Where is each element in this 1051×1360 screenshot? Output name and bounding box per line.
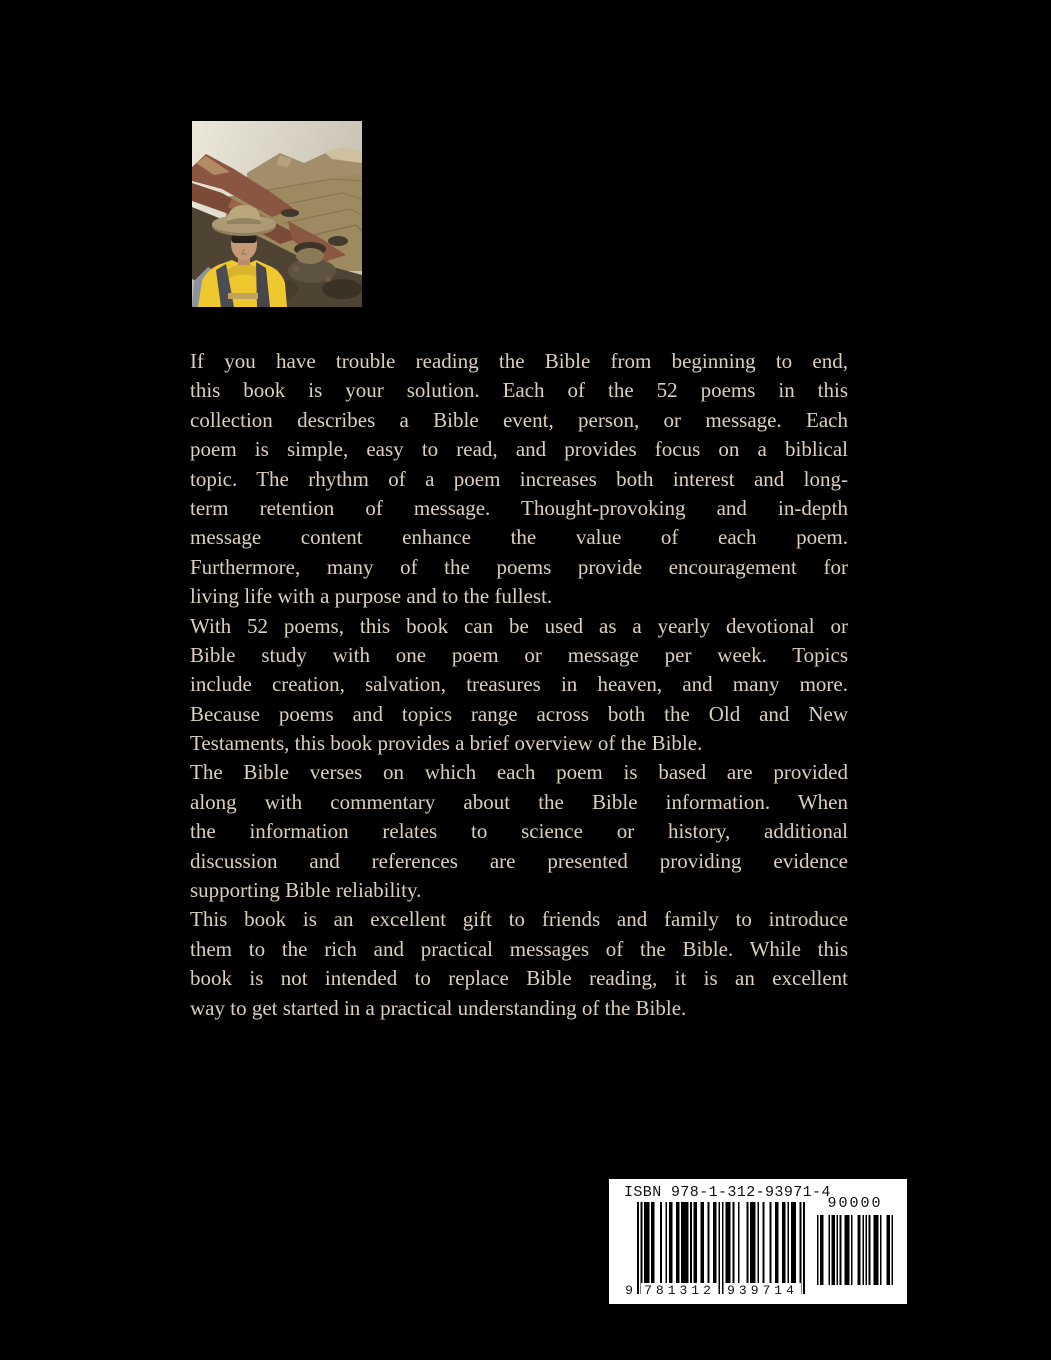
synopsis-line: This book is an excellent gift to friends and family to introduce: [190, 907, 848, 932]
synopsis-text: [190, 347, 848, 1023]
synopsis-line: discussion and references are presented providing evidence: [190, 848, 848, 873]
synopsis-line: living life with a purpose and to the fullest.: [190, 584, 553, 609]
synopsis-line: the information relates to science or history, additional: [190, 819, 848, 844]
isbn-barcode-box: [609, 1179, 907, 1304]
ean13-digits-left: 781312: [641, 1283, 718, 1298]
ean13-bars: [637, 1202, 805, 1294]
ean13-digits-right: 939714: [724, 1283, 801, 1298]
synopsis-paragraph: [190, 612, 848, 759]
synopsis-line: along with commentary about the Bible information. When: [190, 789, 848, 814]
author-photo: [192, 121, 362, 307]
ean5-addon-barcode: [815, 1195, 895, 1285]
synopsis-line: supporting Bible reliability.: [190, 878, 422, 903]
synopsis-line: term retention of message. Thought-provoking and in-depth: [190, 495, 848, 520]
synopsis-line: If you have trouble reading the Bible from beginning to end,: [190, 349, 848, 373]
ean13-digit-lead: 9: [623, 1283, 635, 1298]
author-photo-illustration: [192, 121, 362, 307]
synopsis-line: message content enhance the value of each poem.: [190, 525, 848, 550]
synopsis-paragraph: [190, 905, 848, 1023]
synopsis-line: this book is your solution. Each of the 52 poems in this: [190, 378, 848, 403]
synopsis-paragraph: [190, 758, 848, 905]
synopsis-line: With 52 poems, this book can be used as a yearly devotional or: [190, 613, 848, 638]
synopsis-line: Bible study with one poem or message per week. Topics: [190, 642, 848, 667]
isbn-number-label: ISBN 978-1-312-93971-4: [624, 1184, 831, 1201]
synopsis-line: Testaments, this book provides a brief overview of the Bible.: [190, 731, 703, 756]
synopsis-line: collection describes a Bible event, person, or message. Each: [190, 407, 848, 432]
synopsis-paragraph: [190, 347, 848, 612]
synopsis-line: Because poems and topics range across both the Old and New: [190, 701, 848, 726]
price-code-label: 90000: [827, 1195, 883, 1212]
synopsis-line: The Bible verses on which each poem is based are provided: [190, 760, 848, 785]
synopsis-line: way to get started in a practical understanding of the Bible.: [190, 995, 687, 1020]
synopsis-line: them to the rich and practical messages of the Bible. While this: [190, 936, 848, 961]
synopsis-line: book is not intended to replace Bible reading, it is an excellent: [190, 966, 848, 991]
ean5-bars: [817, 1215, 893, 1285]
synopsis-line: include creation, salvation, treasures in heaven, and many more.: [190, 672, 848, 697]
ean13-barcode: [625, 1202, 805, 1302]
synopsis-line: poem is simple, easy to read, and provides focus on a biblical: [190, 437, 848, 462]
synopsis-line: topic. The rhythm of a poem increases both interest and long-: [190, 466, 848, 491]
synopsis-line: Furthermore, many of the poems provide encouragement for: [190, 554, 848, 579]
